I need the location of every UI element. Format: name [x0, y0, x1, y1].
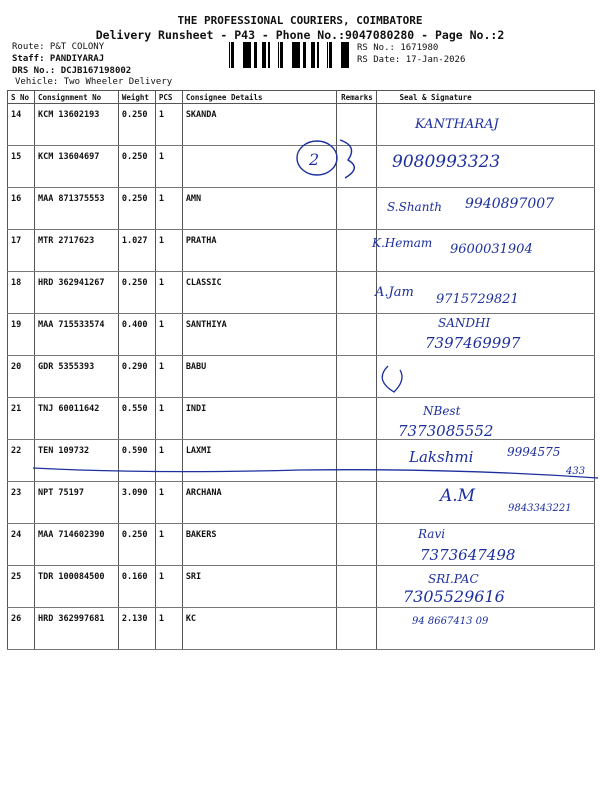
row-consignment-no: MAA 871375553 — [34, 188, 118, 230]
row-sno: 26 — [8, 608, 35, 650]
row-pcs: 1 — [155, 272, 182, 314]
row-weight: 1.027 — [118, 230, 155, 272]
phone-18: 9715729821 — [436, 292, 519, 307]
col-remarks: Remarks — [337, 91, 377, 104]
row-pcs: 1 — [155, 524, 182, 566]
signature-18: A.Jam — [375, 285, 414, 300]
signature-21: NBest — [423, 404, 461, 418]
row-pcs: 1 — [155, 104, 182, 146]
row-consignment-no: NPT 75197 — [34, 482, 118, 524]
phone-22-suffix: 433 — [566, 466, 586, 477]
row-weight: 0.250 — [118, 524, 155, 566]
row-weight: 0.250 — [118, 188, 155, 230]
runsheet-subtitle: Delivery Runsheet - P43 - Phone No.:9047080280 - Page No.:2 — [95, 28, 505, 42]
row-pcs: 1 — [155, 230, 182, 272]
row-pcs: 1 — [155, 566, 182, 608]
row-sno: 16 — [8, 188, 35, 230]
row-consignment-no: MAA 714602390 — [34, 524, 118, 566]
row-weight: 2.130 — [118, 608, 155, 650]
row-pcs: 1 — [155, 314, 182, 356]
signature-24: Ravi — [418, 527, 446, 541]
drs-info: DRS No.: DCJB167198002 — [12, 66, 132, 76]
row-pcs: 1 — [155, 188, 182, 230]
row-weight: 0.160 — [118, 566, 155, 608]
row-consignee: SRI — [182, 566, 337, 608]
row-consignee: SANTHIYA — [182, 314, 337, 356]
phone-25: 7305529616 — [403, 587, 505, 606]
rs-number: RS No.: 1671980 — [357, 43, 439, 53]
row-pcs: 1 — [155, 608, 182, 650]
company-title: THE PROFESSIONAL COURIERS, COIMBATORE — [177, 14, 423, 27]
row-weight: 0.250 — [118, 272, 155, 314]
row-consignee: ARCHANA — [182, 482, 337, 524]
row-consignee: INDI — [182, 398, 337, 440]
row-consignee: BABU — [182, 356, 337, 398]
row-consignment-no: KCM 13604697 — [34, 146, 118, 188]
row-consignee: BAKERS — [182, 524, 337, 566]
row-pcs: 1 — [155, 398, 182, 440]
signature-14: KANTHARAJ — [415, 117, 499, 132]
signature-23: A.M — [440, 486, 476, 506]
row-consignee: SKANDA — [182, 104, 337, 146]
col-sno: S No — [8, 91, 35, 104]
row-sno: 24 — [8, 524, 35, 566]
signature-22: Lakshmi — [409, 448, 474, 466]
row-weight: 3.090 — [118, 482, 155, 524]
route-info: Route: P&T COLONY — [12, 42, 105, 52]
row-sno: 21 — [8, 398, 35, 440]
row-consignment-no: TNJ 60011642 — [34, 398, 118, 440]
row-pcs: 1 — [155, 356, 182, 398]
col-consignee: Consignee Details — [182, 91, 337, 104]
phone-17: 9600031904 — [450, 242, 533, 257]
row-consignment-no: TEN 109732 — [34, 440, 118, 482]
phone-22: 9994575 — [507, 445, 561, 459]
signature-25: SRI.PAC — [428, 572, 479, 586]
row-consignee: PRATHA — [182, 230, 337, 272]
signature-17: K.Hemam — [372, 236, 433, 250]
col-weight: Weight — [118, 91, 155, 104]
row-weight: 0.250 — [118, 146, 155, 188]
phone-23: 9843343221 — [508, 503, 572, 514]
row-pcs: 1 — [155, 440, 182, 482]
phone-21: 7373085552 — [398, 422, 494, 440]
row-consignment-no: HRD 362997681 — [34, 608, 118, 650]
row-sno: 15 — [8, 146, 35, 188]
row-weight: 0.550 — [118, 398, 155, 440]
row-consignment-no: MTR 2717623 — [34, 230, 118, 272]
row-weight: 0.250 — [118, 104, 155, 146]
row-consignment-no: MAA 715533574 — [34, 314, 118, 356]
col-seal-signature: Seal & Signature — [377, 91, 595, 104]
signature-16: S.Shanth — [387, 200, 442, 214]
row-consignment-no: TDR 100084500 — [34, 566, 118, 608]
row-pcs: 1 — [155, 482, 182, 524]
phone-24: 7373647498 — [420, 546, 516, 564]
row-consignee: LAXMI — [182, 440, 337, 482]
row-weight: 0.290 — [118, 356, 155, 398]
row-sno: 18 — [8, 272, 35, 314]
row-sno: 14 — [8, 104, 35, 146]
col-consignment: Consignment No — [34, 91, 118, 104]
phone-19: 7397469997 — [425, 334, 521, 352]
row-sno: 17 — [8, 230, 35, 272]
col-pcs: PCS — [155, 91, 182, 104]
phone-15: 9080993323 — [392, 152, 501, 172]
row-sno: 19 — [8, 314, 35, 356]
row-consignee: CLASSIC — [182, 272, 337, 314]
brace-mark-icon — [340, 140, 354, 178]
row-sno: 23 — [8, 482, 35, 524]
row-consignment-no: HRD 362941267 — [34, 272, 118, 314]
staff-info: Staff: PANDIYARAJ — [12, 54, 105, 64]
phone-16: 9940897007 — [465, 196, 555, 212]
remark-15: 2 — [309, 150, 320, 169]
pen-line-icon — [33, 468, 598, 478]
rs-date: RS Date: 17-Jan-2026 — [357, 55, 466, 65]
row-sno: 20 — [8, 356, 35, 398]
row-sno: 25 — [8, 566, 35, 608]
row-consignee: KC — [182, 608, 337, 650]
row-sno: 22 — [8, 440, 35, 482]
signature-19: SANDHI — [438, 316, 491, 330]
scribble-icon — [382, 366, 402, 392]
row-consignment-no: KCM 13602193 — [34, 104, 118, 146]
phone-26: 94 8667413 09 — [412, 616, 489, 627]
row-consignment-no: GDR 5355393 — [34, 356, 118, 398]
vehicle-info: Vehicle: Two Wheeler Delivery — [15, 77, 173, 87]
row-weight: 0.590 — [118, 440, 155, 482]
row-pcs: 1 — [155, 146, 182, 188]
row-consignee: AMN — [182, 188, 337, 230]
row-weight: 0.400 — [118, 314, 155, 356]
